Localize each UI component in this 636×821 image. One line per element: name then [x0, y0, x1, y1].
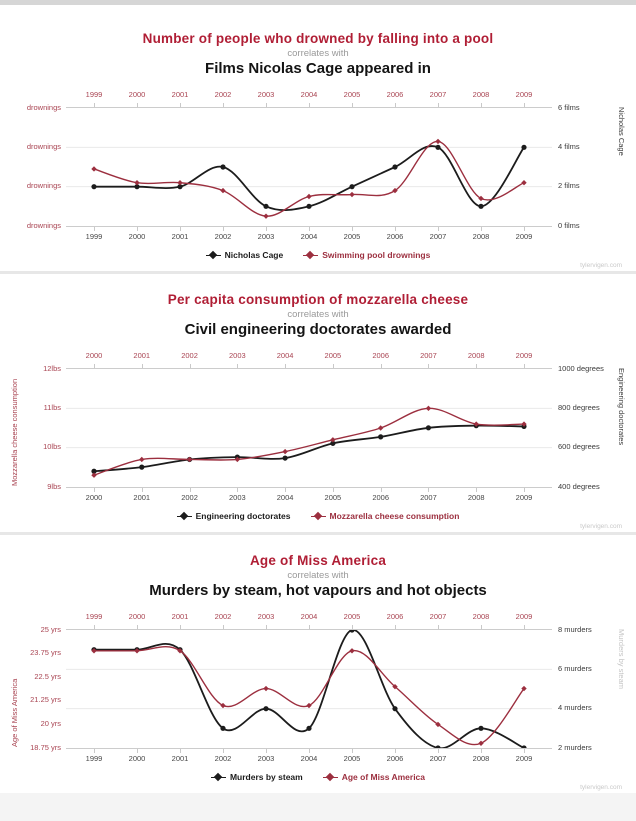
- axis-tick: [190, 488, 191, 492]
- axis-tick: [524, 625, 525, 629]
- data-point-marker: [426, 425, 431, 430]
- top-axis-years: [66, 87, 552, 108]
- axis-tick: [481, 227, 482, 231]
- axis-tick: [180, 625, 181, 629]
- top-axis-years: [66, 348, 552, 369]
- axis-tick: [438, 103, 439, 107]
- axis-tick: [481, 749, 482, 753]
- axis-tick: [438, 625, 439, 629]
- axis-tick: [481, 103, 482, 107]
- right-axis-tick-label: 1000 degrees: [558, 363, 604, 373]
- bottom-year-label: 2000: [128, 754, 146, 763]
- watermark: tylervigen.com: [580, 784, 622, 791]
- bottom-year-label: 2008: [472, 754, 490, 763]
- data-point-marker: [91, 473, 96, 478]
- bottom-year-label: 2002: [181, 493, 198, 502]
- axis-tick: [309, 749, 310, 753]
- axis-tick: [395, 227, 396, 231]
- axis-tick: [94, 103, 95, 107]
- top-year-label: 2009: [515, 351, 533, 360]
- top-year-label: 2008: [472, 90, 490, 99]
- top-year-label: 2009: [515, 612, 533, 621]
- axis-tick: [524, 103, 525, 107]
- right-axis-tick-label: 600 degrees: [558, 442, 600, 452]
- axis-tick: [266, 749, 267, 753]
- axis-tick: [190, 364, 191, 368]
- watermark: tylervigen.com: [580, 262, 622, 269]
- axis-tick: [481, 625, 482, 629]
- axis-tick: [180, 103, 181, 107]
- data-point-marker: [435, 145, 440, 150]
- data-point-marker: [282, 449, 287, 454]
- axis-tick: [180, 749, 181, 753]
- legend-marker-diamond-icon: [323, 773, 338, 782]
- right-axis-tick-label: 8 murders: [558, 624, 592, 634]
- top-year-label: 2001: [133, 351, 151, 360]
- axis-tick: [137, 749, 138, 753]
- top-year-label: 2003: [257, 612, 275, 621]
- top-year-label: 2005: [343, 90, 361, 99]
- data-point-marker: [378, 425, 383, 430]
- left-axis-labels: [10, 102, 66, 230]
- left-axis-tick-label: drownings: [26, 141, 61, 151]
- axis-tick: [476, 488, 477, 492]
- bottom-year-label: 2005: [324, 493, 342, 502]
- axis-tick: [395, 103, 396, 107]
- chart-subtitle: Civil engineering doctorates awarded: [184, 321, 452, 338]
- bottom-year-label: 2005: [343, 232, 361, 241]
- correlates-with-label: correlates with: [287, 570, 349, 581]
- top-year-label: 2004: [276, 351, 294, 360]
- axis-tick: [524, 364, 525, 368]
- data-point-marker: [306, 726, 311, 731]
- bottom-year-label: 1999: [85, 754, 103, 763]
- axis-tick: [524, 749, 525, 753]
- axis-tick: [285, 488, 286, 492]
- bottom-year-label: 2004: [276, 493, 294, 502]
- bottom-year-label: 2001: [171, 232, 189, 241]
- chart-card-missamerica-murders: [0, 535, 636, 793]
- left-axis-tick-label: drownings: [26, 102, 61, 112]
- top-year-label: 2002: [214, 612, 232, 621]
- chart-area: [10, 348, 626, 504]
- axis-tick: [266, 227, 267, 231]
- axis-tick: [524, 227, 525, 231]
- bottom-year-label: 2002: [214, 754, 232, 763]
- data-point-marker: [349, 184, 354, 189]
- chart-card-mozzarella-doctorates: [0, 274, 636, 532]
- bottom-year-label: 2007: [420, 493, 437, 502]
- left-axis-labels: [10, 624, 66, 752]
- bottom-year-label: 2002: [214, 232, 232, 241]
- axis-tick: [524, 488, 525, 492]
- data-point-marker: [263, 204, 268, 209]
- data-point-marker: [349, 648, 354, 653]
- left-axis-title: Age of Miss America: [10, 678, 19, 747]
- bottom-year-label: 2006: [386, 754, 404, 763]
- axis-tick: [476, 364, 477, 368]
- top-year-label: 2005: [343, 612, 361, 621]
- chart-title: Per capita consumption of mozzarella cheese: [167, 292, 469, 307]
- axis-tick: [381, 364, 382, 368]
- data-point-marker: [263, 213, 268, 218]
- top-year-label: 1999: [85, 90, 103, 99]
- top-year-label: 2007: [420, 351, 437, 360]
- right-axis-tick-label: 6 murders: [558, 663, 592, 673]
- data-point-marker: [478, 726, 483, 731]
- top-year-label: 2006: [386, 612, 404, 621]
- top-year-label: 2003: [228, 351, 246, 360]
- correlates-with-label: correlates with: [287, 48, 349, 59]
- data-point-marker: [392, 706, 397, 711]
- data-point-marker: [91, 184, 96, 189]
- axis-tick: [237, 488, 238, 492]
- data-point-marker: [306, 204, 311, 209]
- legend-item: [206, 250, 284, 260]
- top-year-label: 2000: [128, 90, 146, 99]
- axis-tick: [223, 103, 224, 107]
- top-year-label: 2000: [85, 351, 103, 360]
- data-point-marker: [283, 455, 288, 460]
- data-point-marker: [435, 139, 440, 144]
- top-year-label: 2006: [372, 351, 389, 360]
- axis-tick: [333, 364, 334, 368]
- data-point-marker: [220, 188, 225, 193]
- data-point-marker: [263, 686, 268, 691]
- axis-tick: [309, 227, 310, 231]
- axis-tick: [94, 749, 95, 753]
- data-point-marker: [139, 465, 144, 470]
- axis-tick: [309, 103, 310, 107]
- bottom-axis-years: [66, 226, 552, 245]
- data-point-marker: [263, 706, 268, 711]
- chart-legend: [10, 245, 626, 265]
- left-axis-tick-label: 23.75 yrs: [30, 648, 61, 658]
- top-year-label: 2007: [429, 90, 447, 99]
- right-axis-title: Nicholas Cage: [617, 107, 626, 156]
- right-axis-labels: [552, 363, 626, 491]
- data-point-marker: [478, 741, 483, 746]
- chart-area: [10, 87, 626, 243]
- data-point-marker: [187, 457, 192, 462]
- legend-item: [311, 511, 460, 521]
- legend-marker-diamond-icon: [303, 251, 318, 260]
- left-axis-tick-label: 12lbs: [43, 363, 61, 373]
- legend-label: Swimming pool drownings: [322, 250, 431, 260]
- data-point-marker: [177, 180, 182, 185]
- data-point-marker: [478, 204, 483, 209]
- axis-tick: [94, 488, 95, 492]
- right-axis-tick-label: 6 films: [558, 102, 580, 112]
- axis-tick: [142, 488, 143, 492]
- data-point-marker: [134, 180, 139, 185]
- left-axis-tick-label: drownings: [26, 181, 61, 191]
- axis-tick: [223, 625, 224, 629]
- chart-area: [10, 609, 626, 765]
- legend-item: [211, 772, 303, 782]
- line-chart: [66, 630, 552, 748]
- axis-tick: [237, 364, 238, 368]
- series-line: [94, 146, 524, 210]
- chart-title: Age of Miss America: [249, 553, 387, 568]
- legend-marker-diamond-icon: [206, 251, 221, 260]
- top-year-label: 2002: [181, 351, 198, 360]
- top-year-label: 2003: [257, 90, 275, 99]
- top-year-label: 2001: [171, 612, 189, 621]
- axis-tick: [94, 227, 95, 231]
- left-axis-tick-label: 10lbs: [43, 442, 61, 452]
- data-point-marker: [378, 434, 383, 439]
- axis-tick: [352, 227, 353, 231]
- top-year-label: 2006: [386, 90, 404, 99]
- axis-tick: [352, 103, 353, 107]
- right-axis-title: Engineering doctorates: [617, 368, 626, 446]
- right-axis-tick-label: 800 degrees: [558, 402, 600, 412]
- left-axis-tick-label: 9lbs: [47, 481, 61, 491]
- chart-card-drownings-cage: [0, 5, 636, 271]
- bottom-axis-years: [66, 487, 552, 506]
- chart-subtitle: Films Nicolas Cage appeared in: [205, 60, 431, 77]
- line-chart: [66, 369, 552, 487]
- axis-tick: [381, 488, 382, 492]
- bottom-year-label: 2001: [133, 493, 151, 502]
- chart-title: Number of people who drowned by falling into a pool: [142, 31, 494, 46]
- bottom-year-label: 2009: [515, 754, 533, 763]
- legend-label: Age of Miss America: [341, 772, 426, 782]
- data-point-marker: [91, 166, 96, 171]
- top-year-label: 2004: [300, 90, 318, 99]
- data-point-marker: [426, 406, 431, 411]
- axis-tick: [94, 364, 95, 368]
- data-point-marker: [220, 726, 225, 731]
- right-axis-tick-label: 4 murders: [558, 703, 592, 713]
- axis-tick: [395, 625, 396, 629]
- axis-tick: [309, 625, 310, 629]
- bottom-year-label: 2004: [300, 232, 318, 241]
- top-year-label: 2007: [429, 612, 447, 621]
- left-axis-tick-label: 11lbs: [43, 402, 61, 412]
- top-year-label: 1999: [85, 612, 103, 621]
- data-point-marker: [349, 630, 354, 633]
- axis-tick: [94, 625, 95, 629]
- axis-tick: [223, 749, 224, 753]
- bottom-year-label: 2006: [372, 493, 389, 502]
- plot-column: [66, 609, 552, 765]
- legend-marker-diamond-icon: [211, 773, 226, 782]
- bottom-year-label: 2001: [171, 754, 189, 763]
- bottom-year-label: 2000: [128, 232, 146, 241]
- data-point-marker: [306, 194, 311, 199]
- left-axis-title: Mozzarella cheese consumption: [10, 378, 19, 486]
- bottom-axis-years: [66, 748, 552, 767]
- top-year-label: 2008: [467, 351, 485, 360]
- axis-tick: [352, 625, 353, 629]
- legend-item: [323, 772, 425, 782]
- axis-tick: [266, 103, 267, 107]
- axis-tick: [395, 749, 396, 753]
- line-chart: [66, 108, 552, 226]
- watermark: tylervigen.com: [580, 523, 622, 530]
- axis-tick: [428, 488, 429, 492]
- correlates-with-label: correlates with: [287, 309, 349, 320]
- legend-item: [303, 250, 430, 260]
- left-axis-labels: [10, 363, 66, 491]
- bottom-year-label: 2007: [429, 232, 447, 241]
- axis-tick: [137, 227, 138, 231]
- top-year-label: 2002: [214, 90, 232, 99]
- bottom-year-label: 2005: [343, 754, 361, 763]
- chart-legend: [10, 506, 626, 526]
- legend-marker-diamond-icon: [311, 512, 326, 521]
- left-axis-tick-label: 25 yrs: [40, 624, 61, 634]
- plot-column: [66, 87, 552, 243]
- bottom-year-label: 2008: [472, 232, 490, 241]
- top-year-label: 2008: [472, 612, 490, 621]
- axis-tick: [180, 227, 181, 231]
- data-point-marker: [220, 164, 225, 169]
- left-axis-tick-label: drownings: [26, 220, 61, 230]
- data-point-marker: [220, 703, 225, 708]
- top-year-label: 2001: [171, 90, 189, 99]
- legend-label: Nicholas Cage: [224, 250, 284, 260]
- top-year-label: 2005: [324, 351, 342, 360]
- legend-label: Murders by steam: [229, 772, 303, 782]
- axis-tick: [438, 749, 439, 753]
- top-year-label: 2004: [300, 612, 318, 621]
- axis-tick: [223, 227, 224, 231]
- series-line: [94, 426, 524, 472]
- left-axis-tick-label: 21.25 yrs: [30, 695, 61, 705]
- legend-item: [177, 511, 291, 521]
- right-axis-tick-label: 2 films: [558, 181, 580, 191]
- axis-tick: [137, 625, 138, 629]
- bottom-year-label: 2003: [257, 232, 275, 241]
- bottom-year-label: 2008: [467, 493, 485, 502]
- chart-subtitle: Murders by steam, hot vapours and hot objects: [149, 582, 487, 599]
- axis-tick: [438, 227, 439, 231]
- bottom-year-label: 2000: [85, 493, 103, 502]
- right-axis-tick-label: 0 films: [558, 220, 580, 230]
- right-axis-tick-label: 2 murders: [558, 742, 592, 752]
- bottom-year-label: 2007: [429, 754, 447, 763]
- right-axis-tick-label: 4 films: [558, 141, 580, 151]
- axis-tick: [428, 364, 429, 368]
- bottom-year-label: 2003: [228, 493, 246, 502]
- bottom-year-label: 2003: [257, 754, 275, 763]
- axis-tick: [285, 364, 286, 368]
- bottom-year-label: 2009: [515, 232, 533, 241]
- data-point-marker: [392, 164, 397, 169]
- legend-label: Mozzarella cheese consumption: [329, 511, 460, 521]
- data-point-marker: [521, 145, 526, 150]
- right-axis-labels: [552, 102, 626, 230]
- right-axis-title: Murders by steam: [617, 629, 626, 690]
- bottom-year-label: 2006: [386, 232, 404, 241]
- right-axis-labels: [552, 624, 626, 752]
- axis-tick: [333, 488, 334, 492]
- data-point-marker: [521, 180, 526, 185]
- bottom-year-label: 2009: [515, 493, 533, 502]
- bottom-year-label: 1999: [85, 232, 103, 241]
- plot-column: [66, 348, 552, 504]
- bottom-year-label: 2004: [300, 754, 318, 763]
- legend-marker-diamond-icon: [177, 512, 192, 521]
- top-axis-years: [66, 609, 552, 630]
- axis-tick: [142, 364, 143, 368]
- left-axis-tick-label: 18.75 yrs: [30, 742, 61, 752]
- data-point-marker: [139, 457, 144, 462]
- top-year-label: 2009: [515, 90, 533, 99]
- legend-label: Engineering doctorates: [195, 511, 291, 521]
- axis-tick: [266, 625, 267, 629]
- axis-tick: [137, 103, 138, 107]
- left-axis-tick-label: 20 yrs: [40, 718, 61, 728]
- top-year-label: 2000: [128, 612, 146, 621]
- axis-tick: [352, 749, 353, 753]
- chart-legend: [10, 767, 626, 787]
- left-axis-tick-label: 22.5 yrs: [34, 671, 61, 681]
- data-point-marker: [349, 192, 354, 197]
- right-axis-tick-label: 400 degrees: [558, 481, 600, 491]
